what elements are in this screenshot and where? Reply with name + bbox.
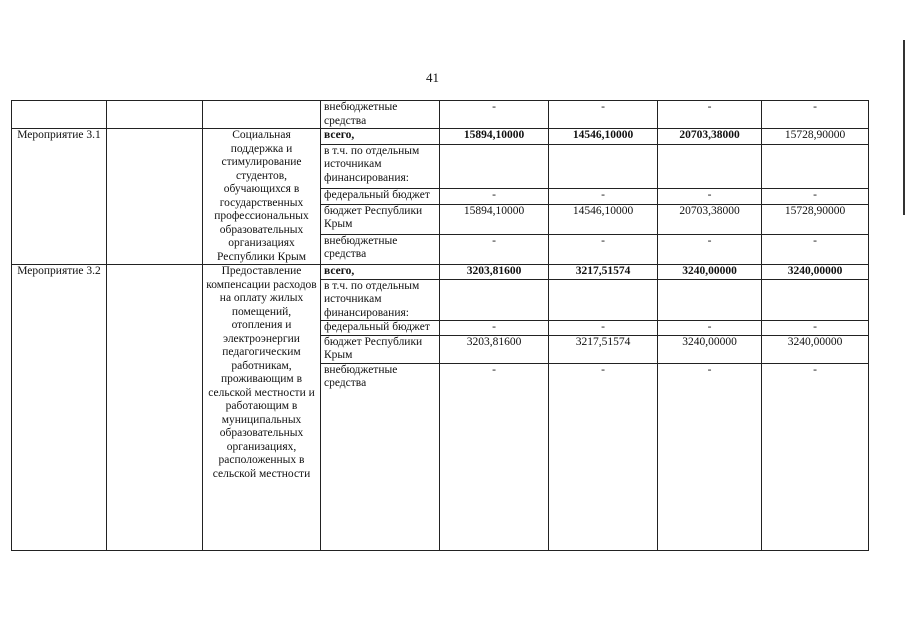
value-cell: 3203,81600 xyxy=(440,265,549,280)
funding-type-cell: в т.ч. по отдельным источникам финансирования: xyxy=(321,144,440,189)
measure-description: Предоставление компенсации расходов на оплату жилых помещений, отопления и электроэнергии педагогическим работникам, проживающим в сельской местности и работающим в муниципальных образовательных организациях, расположенных в сельской местности xyxy=(203,265,321,551)
value-cell: 20703,38000 xyxy=(658,204,762,234)
value-cell: 14546,10000 xyxy=(549,204,658,234)
value-cell: 15894,10000 xyxy=(440,129,549,145)
value-cell: 3240,00000 xyxy=(658,265,762,280)
value-cell xyxy=(658,144,762,189)
value-cell: - xyxy=(440,189,549,205)
value-cell: - xyxy=(440,321,549,336)
value-cell xyxy=(440,144,549,189)
funding-type-cell: в т.ч. по отдельным источникам финансирования: xyxy=(321,279,440,321)
value-cell: 3217,51574 xyxy=(549,265,658,280)
measure-description: Социальная поддержка и стимулирование студентов, обучающихся в государственных профессиональных образовательных организациях Республики Крым xyxy=(203,129,321,265)
value-cell xyxy=(762,279,869,321)
value-cell: 3240,00000 xyxy=(762,265,869,280)
executor-cell xyxy=(107,129,203,265)
funding-type-cell: бюджет Республики Крым xyxy=(321,204,440,234)
funding-type-cell: внебюджетные средства xyxy=(321,363,440,550)
value-cell: - xyxy=(658,363,762,550)
value-cell: - xyxy=(549,321,658,336)
value-cell: 20703,38000 xyxy=(658,129,762,145)
value-cell: - xyxy=(658,234,762,264)
funding-type-cell: внебюджетные средства xyxy=(321,101,440,129)
value-cell: - xyxy=(658,101,762,129)
value-cell: 15728,90000 xyxy=(762,129,869,145)
value-cell: - xyxy=(549,101,658,129)
value-cell: - xyxy=(440,234,549,264)
value-cell: 3203,81600 xyxy=(440,335,549,363)
table-row xyxy=(12,129,869,145)
value-cell: - xyxy=(762,189,869,205)
value-cell: - xyxy=(440,363,549,550)
table-row xyxy=(12,265,869,280)
page-number: 41 xyxy=(426,70,439,85)
value-cell xyxy=(549,279,658,321)
value-cell: 15728,90000 xyxy=(762,204,869,234)
executor-cell xyxy=(107,101,203,129)
value-cell: 3217,51574 xyxy=(549,335,658,363)
value-cell xyxy=(440,279,549,321)
measure-label: Мероприятие 3.1 xyxy=(12,129,107,265)
funding-type-cell: федеральный бюджет xyxy=(321,321,440,336)
value-cell: 15894,10000 xyxy=(440,204,549,234)
value-cell xyxy=(549,144,658,189)
value-cell: - xyxy=(549,234,658,264)
measure-cell xyxy=(12,101,107,129)
funding-type-cell: бюджет Республики Крым xyxy=(321,335,440,363)
executor-cell xyxy=(107,265,203,551)
funding-type-cell: внебюджетные средства xyxy=(321,234,440,264)
funding-type-cell: всего, xyxy=(321,265,440,280)
value-cell: - xyxy=(549,363,658,550)
funding-type-cell: всего, xyxy=(321,129,440,145)
value-cell: 14546,10000 xyxy=(549,129,658,145)
value-cell xyxy=(658,279,762,321)
value-cell: - xyxy=(762,234,869,264)
value-cell: - xyxy=(440,101,549,129)
value-cell: 3240,00000 xyxy=(762,335,869,363)
value-cell xyxy=(762,144,869,189)
table-row xyxy=(12,101,869,129)
funding-type-cell: федеральный бюджет xyxy=(321,189,440,205)
value-cell: - xyxy=(762,363,869,550)
value-cell: - xyxy=(762,321,869,336)
value-cell: - xyxy=(658,189,762,205)
description-cell xyxy=(203,101,321,129)
value-cell: - xyxy=(549,189,658,205)
value-cell: - xyxy=(762,101,869,129)
value-cell: - xyxy=(658,321,762,336)
measure-label: Мероприятие 3.2 xyxy=(12,265,107,551)
value-cell: 3240,00000 xyxy=(658,335,762,363)
budget-table xyxy=(11,100,869,551)
